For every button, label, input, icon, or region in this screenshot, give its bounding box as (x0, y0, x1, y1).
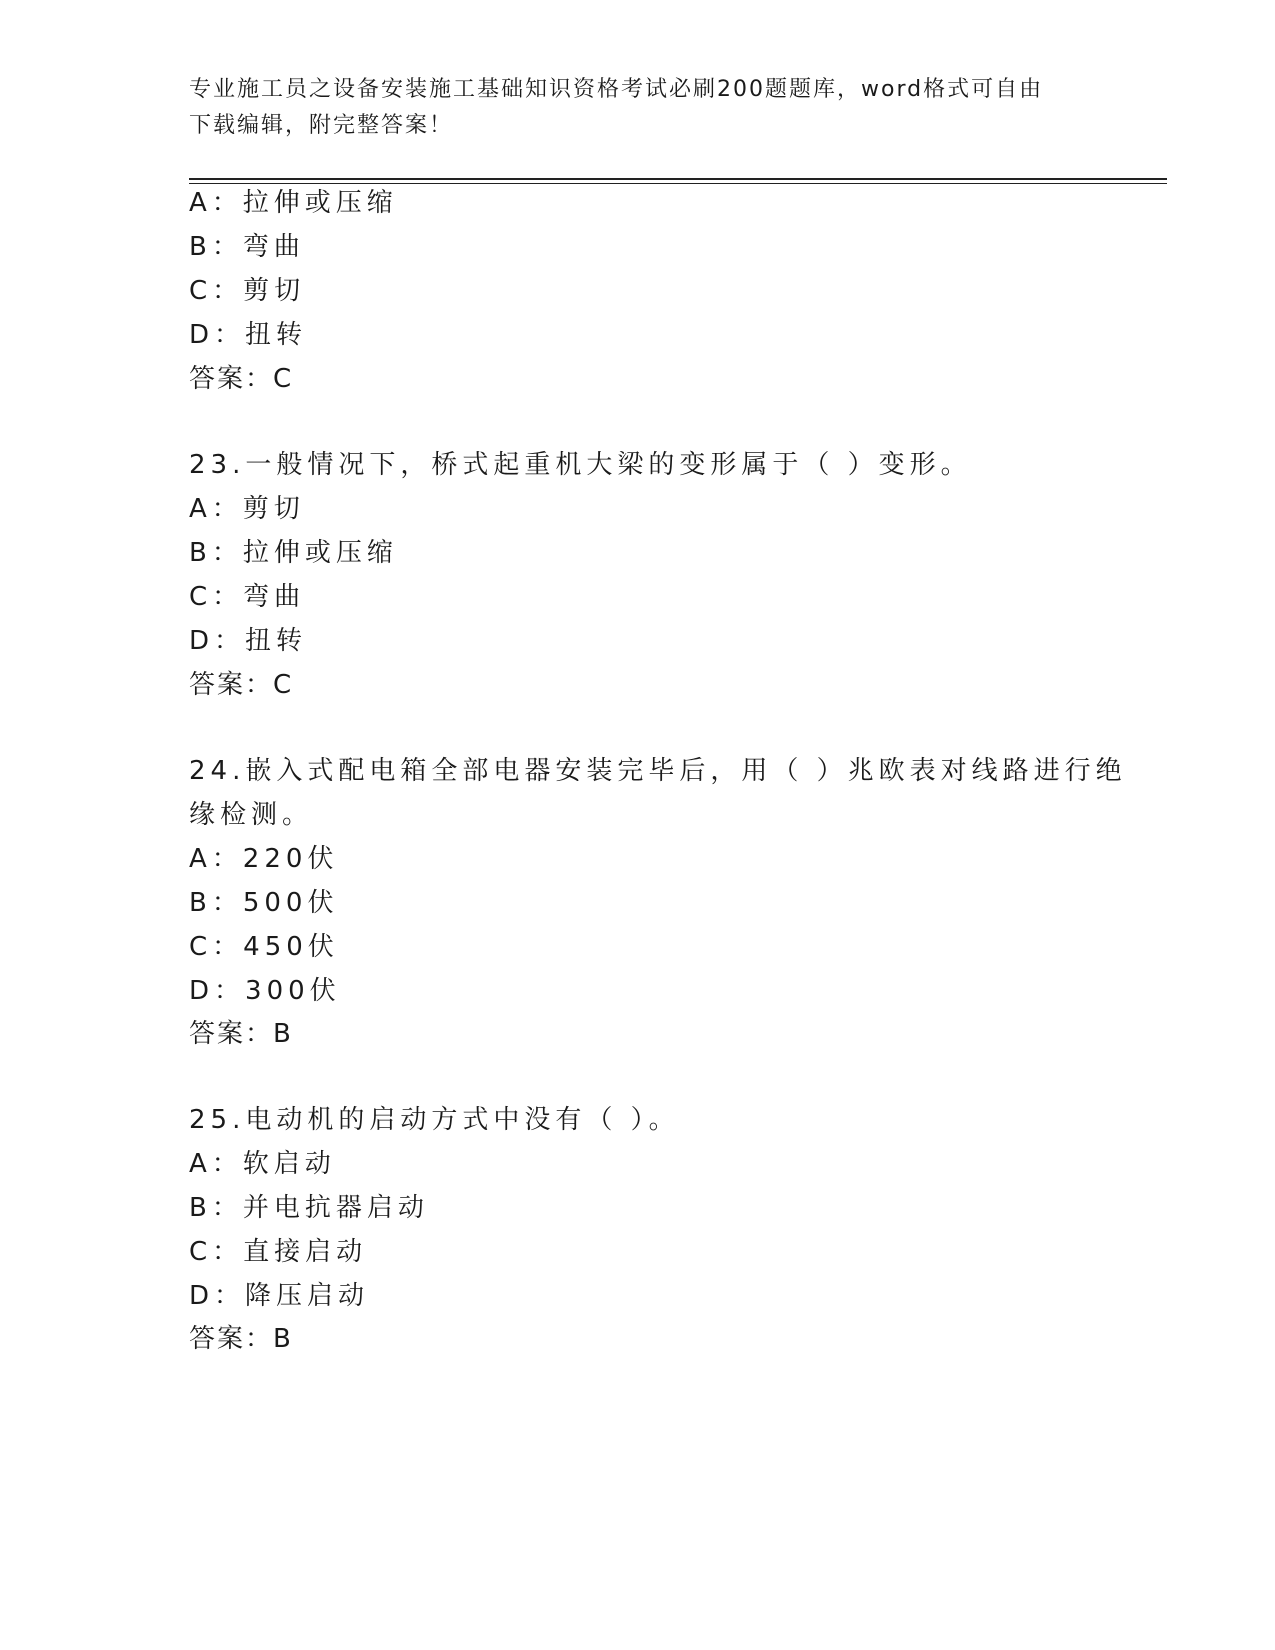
q23-answer: 答案：C (189, 670, 294, 700)
q24-answer: 答案：B (189, 1019, 293, 1049)
answer: 答案：C (189, 364, 294, 394)
option-d: D：扭转 (189, 320, 308, 350)
header-line-2: 下载编辑，附完整答案！ (189, 113, 454, 138)
q25-option-b: B：并电抗器启动 (189, 1193, 429, 1223)
header-divider-thick (189, 178, 1167, 180)
option-c: C：剪切 (189, 276, 306, 306)
option-a: A：拉伸或压缩 (189, 188, 398, 218)
question-24-line-2: 缘检测。 (189, 800, 314, 830)
q23-option-a: A：剪切 (189, 494, 305, 524)
header-divider-thin (189, 183, 1167, 184)
option-b: B：弯曲 (189, 232, 305, 262)
question-25: 25.电动机的启动方式中没有（ ）。 (189, 1105, 680, 1135)
header-line-1: 专业施工员之设备安装施工基础知识资格考试必刷200题题库，word格式可自由 (189, 77, 1044, 102)
q25-option-a: A：软启动 (189, 1149, 336, 1179)
q24-option-a: A：220伏 (189, 844, 339, 874)
question-23: 23.一般情况下，桥式起重机大梁的变形属于（ ）变形。 (189, 450, 972, 480)
q25-option-c: C：直接启动 (189, 1237, 368, 1267)
q25-option-d: D：降压启动 (189, 1281, 370, 1311)
document-header (189, 72, 1089, 144)
q24-option-c: C：450伏 (189, 932, 339, 962)
q23-option-d: D：扭转 (189, 626, 308, 656)
question-24-line-1: 24.嵌入式配电箱全部电器安装完毕后，用（ ）兆欧表对线路进行绝 (189, 756, 1127, 786)
q25-answer: 答案：B (189, 1324, 293, 1354)
q24-option-b: B：500伏 (189, 888, 339, 918)
q23-option-b: B：拉伸或压缩 (189, 538, 398, 568)
q24-option-d: D：300伏 (189, 976, 341, 1006)
q23-option-c: C：弯曲 (189, 582, 306, 612)
